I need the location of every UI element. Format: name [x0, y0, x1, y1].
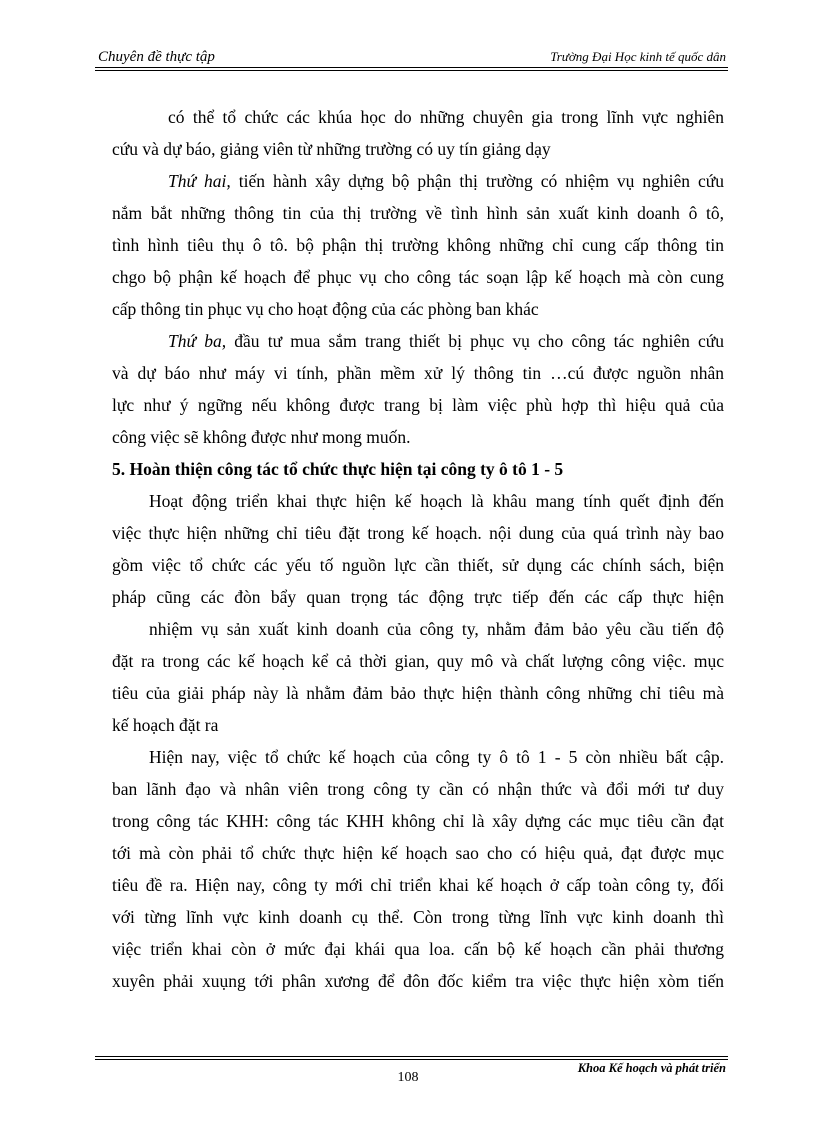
- text-line: chgo bộ phận kế hoạch để phục vụ cho công tác soạn lập kế hoạch mà còn cung: [112, 267, 724, 287]
- text-line: cứu và dự báo, giảng viên từ những trường có uy tín giảng dạy: [112, 139, 551, 159]
- text-line: đặt ra trong các kế hoạch kể cả thời gian, quy mô và chất lượng công việc. mục: [112, 651, 724, 671]
- page-number: 108: [397, 1070, 419, 1085]
- text-line: tình hình tiêu thụ ô tô. bộ phận thị trường không những chỉ cung cấp thông tin: [112, 235, 724, 255]
- document-body: [112, 101, 724, 997]
- footer-rule-thin: [95, 1056, 728, 1057]
- text-fragment: tiến hành xây dựng bộ phận thị trường có nhiệm vụ nghiên cứu: [238, 171, 725, 191]
- header-right-title: Trường Đại Học kinh tế quốc dân: [550, 49, 726, 64]
- text-fragment: đầu tư mua sắm trang thiết bị phục vụ cho công tác nghiên cứu: [234, 331, 725, 351]
- text-line: tiêu đề ra. Hiện nay, công ty mới chỉ triển khai kế hoạch ở cấp toàn công ty, đối: [112, 875, 724, 895]
- header-left-title: Chuyên đề thực tập: [98, 49, 215, 65]
- italic-lead: Thứ ba,: [168, 331, 227, 351]
- text-line: với từng lĩnh vực kinh doanh cụ thể. Còn trong từng lĩnh vực kinh doanh thì: [112, 907, 724, 927]
- section-heading: 5. Hoàn thiện công tác tổ chức thực hiện tại công ty ô tô 1 - 5: [112, 459, 564, 479]
- text-line: tiêu của giải pháp này là nhằm đảm bảo thực hiện thành công những chỉ tiêu mà: [112, 683, 724, 703]
- text-line: và dự báo như máy vi tính, phần mềm xử lý thông tin …cú được nguồn nhân: [112, 363, 724, 383]
- text-line: có thể tổ chức các khúa học do những chuyên gia trong lĩnh vực nghiên: [168, 107, 724, 127]
- text-line: nhiệm vụ sản xuất kinh doanh của công ty, nhằm đảm bảo yêu cầu tiến độ: [149, 619, 724, 639]
- text-line: ban lãnh đạo và nhân viên trong công ty cần có nhận thức và đổi mới tư duy: [112, 779, 724, 799]
- text-line: gồm việc tổ chức các yếu tố nguồn lực cần thiết, sử dụng các chính sách, biện: [112, 555, 724, 575]
- text-line: tới mà còn phải tổ chức thực hiện kế hoạch sao cho có hiệu quả, đạt được mục: [112, 843, 724, 863]
- italic-lead: Thứ hai,: [168, 171, 231, 191]
- footer-rule: [95, 1059, 728, 1060]
- header-rule: [95, 67, 728, 68]
- text-line: Hiện nay, việc tổ chức kế hoạch của công ty ô tô 1 - 5 còn nhiều bất cập.: [149, 747, 724, 767]
- text-line: xuyên phải xuụng tới phân xương để đôn đốc kiểm tra việc thực hiện xòm tiến: [112, 971, 724, 991]
- text-line: công việc sẽ không được như mong muốn.: [112, 427, 411, 447]
- text-line: trong công tác KHH: công tác KHH không chỉ là xây dựng các mục tiêu cần đạt: [112, 811, 724, 831]
- text-line: [112, 165, 724, 197]
- text-line: Hoạt động triển khai thực hiện kế hoạch là khâu mang tính quết định đến: [149, 491, 724, 511]
- text-line: nắm bắt những thông tin của thị trường về tình hình sản xuất kinh doanh ô tô,: [112, 203, 724, 223]
- text-line: việc thực hiện những chỉ tiêu đặt trong kế hoạch. nội dung của quá trình này bao: [112, 523, 724, 543]
- header-rule-thin: [95, 70, 728, 71]
- text-line: cấp thông tin phục vụ cho hoạt động của các phòng ban khác: [112, 299, 539, 319]
- text-line: việc triển khai còn ở mức đại khái qua loa. cấn bộ kế hoạch cần phải thương: [112, 939, 724, 959]
- text-line: kế hoạch đặt ra: [112, 715, 219, 735]
- text-line: [112, 325, 724, 357]
- text-line: pháp cũng các đòn bẩy quan trọng tác động trực tiếp đến các cấp thực hiện: [112, 587, 724, 607]
- text-line: lực như ý ngững nếu không được trang bị làm việc phù hợp thì hiệu quả của: [112, 395, 724, 415]
- footer-department: Khoa Kế hoạch và phát triển: [577, 1061, 726, 1075]
